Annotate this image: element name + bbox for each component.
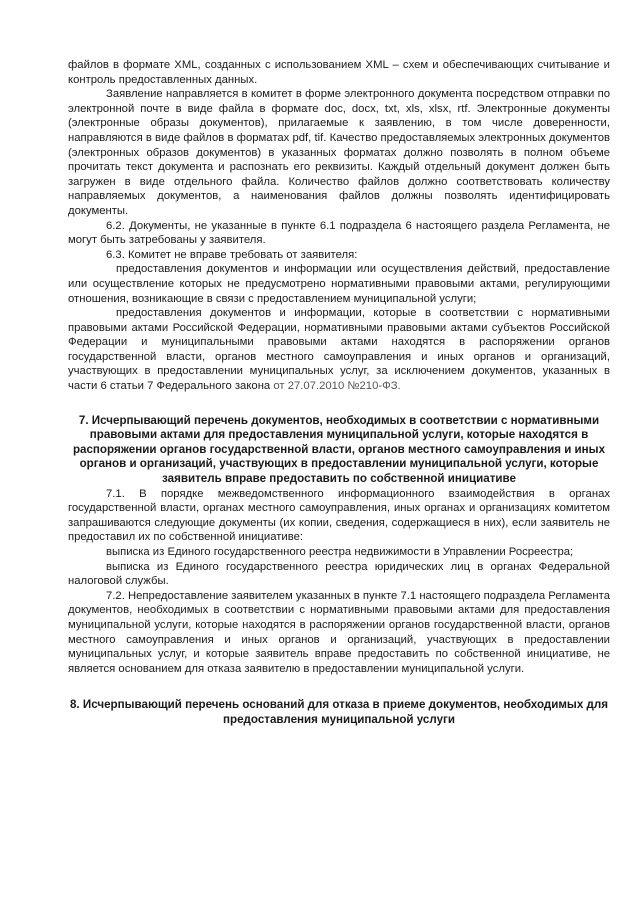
document-page	[68, 58, 610, 728]
paragraph-7-1-item-2: выписка из Единого государственного реестра юридических лиц в органах Федеральной налоговой службы.	[68, 560, 610, 588]
paragraph-6-3-item-1: предоставления документов и информации или осуществления действий, предоставление или осуществление которых не предусмотрено нормативными правовыми актами, регулирующими отношения, возникающие в связи с предоставлением муниципальной услуги;	[68, 263, 610, 305]
paragraph-7-2: 7.2. Непредоставление заявителем указанных в пункте 7.1 настоящего подраздела Регламента документов, необходимых в соответствии с нормативными правовыми актами для предоставления муниципальной услуги, которые находятся в распоряжении органов государственной власти, органов местного самоуправления и иных органов и организаций, участвующих в предоставлении муниципальных услуг, и которые заявитель вправе предоставить по собственной инициативе, не является основанием для отказа заявителю в предоставлении муниципальной услуги.	[68, 589, 610, 675]
section-8-heading: 8. Исчерпывающий перечень оснований для отказа в приеме документов, необходимых для предоставления муниципальной услуги	[69, 698, 608, 726]
spacer	[68, 676, 610, 698]
paragraph-6-3-item-2	[68, 306, 610, 394]
paragraph-6-3: 6.3. Комитет не вправе требовать от заявителя:	[106, 248, 358, 261]
federal-law-reference: от 27.07.2010 №210-ФЗ.	[273, 380, 401, 393]
section-7-heading: 7. Исчерпывающий перечень документов, необходимых в соответствии с нормативными правовыми актами для предоставления муниципальной услуги, которые находятся в распоряжении органов государственной власти, органов местного самоуправления и иных органов и организаций, участвующих в предоставлении муниципальной услуги, которые заявитель вправе предоставить по собственной инициативе	[72, 413, 606, 486]
paragraph-electronic-submission: Заявление направляется в комитет в форме электронного документа посредством отправки по электронной почте в виде файла в формате doc, docx, txt, xls, xlsx, rtf. Электронные документы (электронные образы документов), прилагаемые к заявлению, в том числе доверенности, направляются в виде файлов в форматах pdf, tif. Качество предоставляемых электронных документов (электронных образов документов) в указанных форматах должно позволять в полном объеме прочитать текст документа и распознать его реквизиты. Каждый отдельный документ должен быть загружен в виде отдельного файла. Количество файлов должно соответствовать количеству направляемых документов, а наименования файлов должны позволять идентифицировать документы.	[68, 88, 610, 217]
paragraph-6-3-item-2-text: предоставления документов и информации, которые в соответствии с нормативными правовыми актами Российской Федерации, нормативными правовыми актами субъектов Российской Федерации и муниципальными правовыми актами находятся в распоряжении органов государственной власти, органов местного самоуправления и иных органов и организаций, участвующих в предоставлении муниципальных услуг, за исключением документов, указанных в части 6 статьи 7 Федерального закона	[68, 307, 610, 393]
paragraph-xml-files: файлов в формате XML, созданных с использованием XML – схем и обеспечивающих считывание и контроль предоставленных данных.	[68, 59, 610, 86]
paragraph-7-1-item-1: выписка из Единого государственного реестра недвижимости в Управлении Росреестра;	[106, 546, 574, 558]
paragraph-7-1: 7.1. В порядке межведомственного информационного взаимодействия в органах государственной власти, органах местного самоуправления, иных органах и организациях комитетом запрашиваются следующие документы (их копии, сведения, содержащиеся в них), если заявитель не предоставил их по собственной инициативе:	[68, 487, 610, 544]
paragraph-6-2: 6.2. Документы, не указанные в пункте 6.1 подраздела 6 настоящего раздела Регламента, не могут быть затребованы у заявителя.	[68, 219, 610, 247]
spacer	[68, 394, 610, 414]
